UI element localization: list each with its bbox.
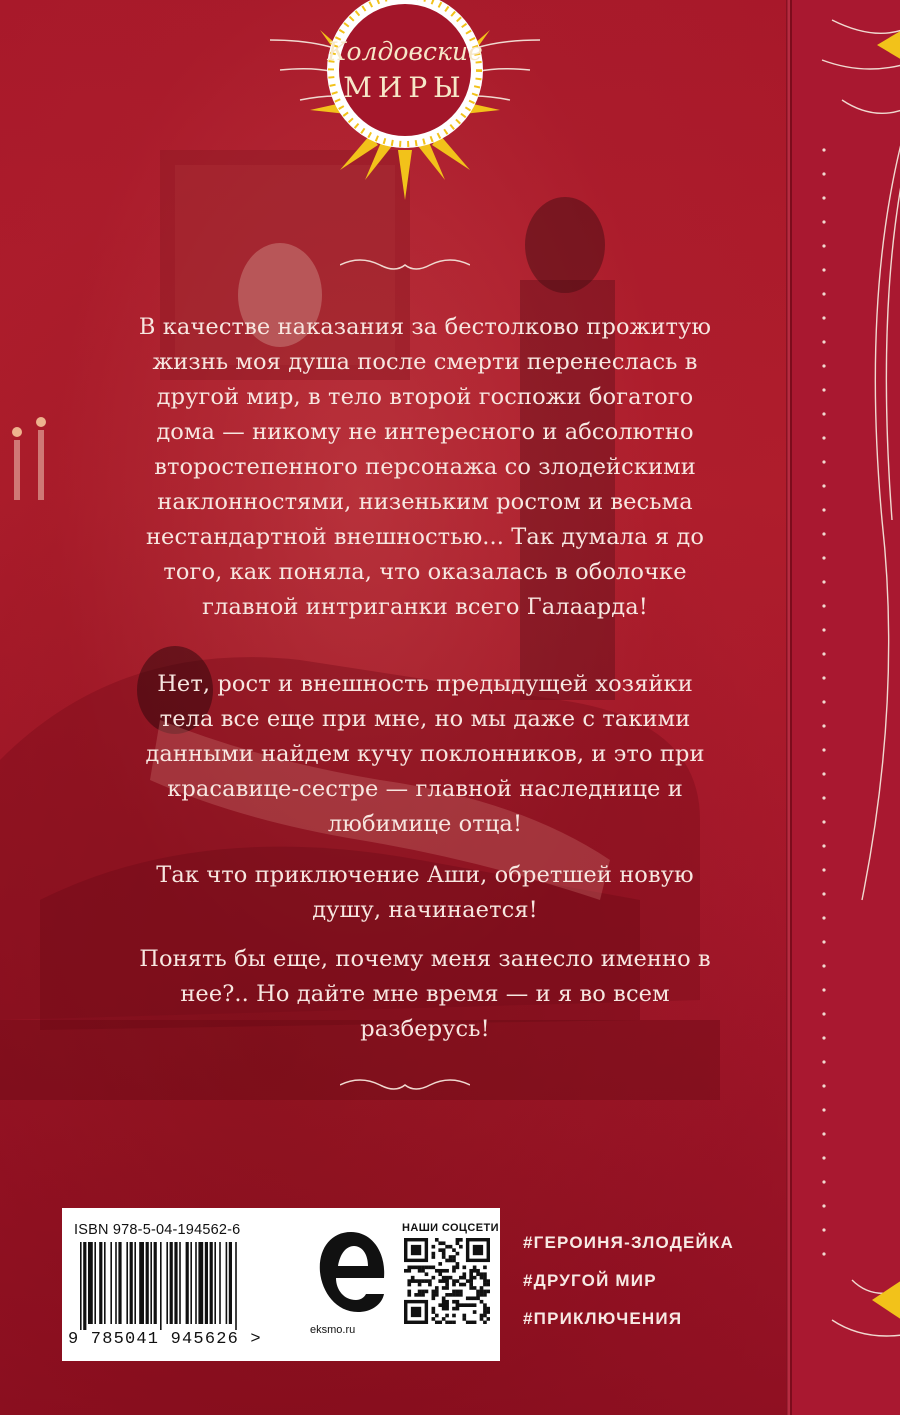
blurb-paragraph-4: Понять бы еще, почему меня занесло именно в нее?.. Но дайте мне время — и я во всем разберусь! <box>139 946 711 1042</box>
barcode-number: 9 785041 945626 > <box>68 1330 262 1349</box>
hashtag-item: #ПРИКЛЮЧЕНИЯ <box>523 1309 683 1328</box>
barcode-box <box>62 1208 500 1361</box>
badge-line-2: МИРЫ <box>343 71 467 104</box>
book-spine <box>790 0 900 1415</box>
barcode <box>76 1242 288 1330</box>
spine-ornament <box>792 0 900 1415</box>
bottom-ornament <box>340 1075 470 1095</box>
badge-line-1: Колдовские <box>327 37 483 66</box>
series-logo-badge <box>270 0 540 200</box>
hashtag-item: #ГЕРОИНЯ-ЗЛОДЕЙКА <box>523 1233 735 1252</box>
isbn-text: ISBN 978-5-04-194562-6 <box>74 1222 241 1238</box>
top-ornament <box>340 255 470 275</box>
publisher-url[interactable]: eksmo.ru <box>310 1324 356 1336</box>
hashtag-item: #ДРУГОЙ МИР <box>523 1271 657 1290</box>
eksmo-logo-icon <box>314 1228 388 1318</box>
blurb-paragraph-2: Нет, рост и внешность предыдущей хозяйки тела все еще при мне, но мы даже с такими данными найдем кучу поклонников, и это при красавице-сестре — главной наследнице и любимице отца! <box>145 671 705 837</box>
hashtag-list <box>523 1232 734 1346</box>
blurb-paragraph-1: В качестве наказания за бестолково прожитую жизнь моя душа после смерти перенеслась в другой мир, в тело второй госпожи богатого дома — никому не интересного и абсолютно второстепенного персонажа со злодейскими наклонностями, низеньким ростом и весьма нестандартной внешностью... Так думала я до того, как поняла, что оказалась в оболочке главной интриганки всего Галаарда! <box>138 314 712 620</box>
qr-code-icon[interactable] <box>404 1238 490 1324</box>
social-label: НАШИ СОЦСЕТИ <box>402 1222 499 1234</box>
blurb-paragraph-3: Так что приключение Аши, обретшей новую душу, начинается! <box>156 862 694 923</box>
